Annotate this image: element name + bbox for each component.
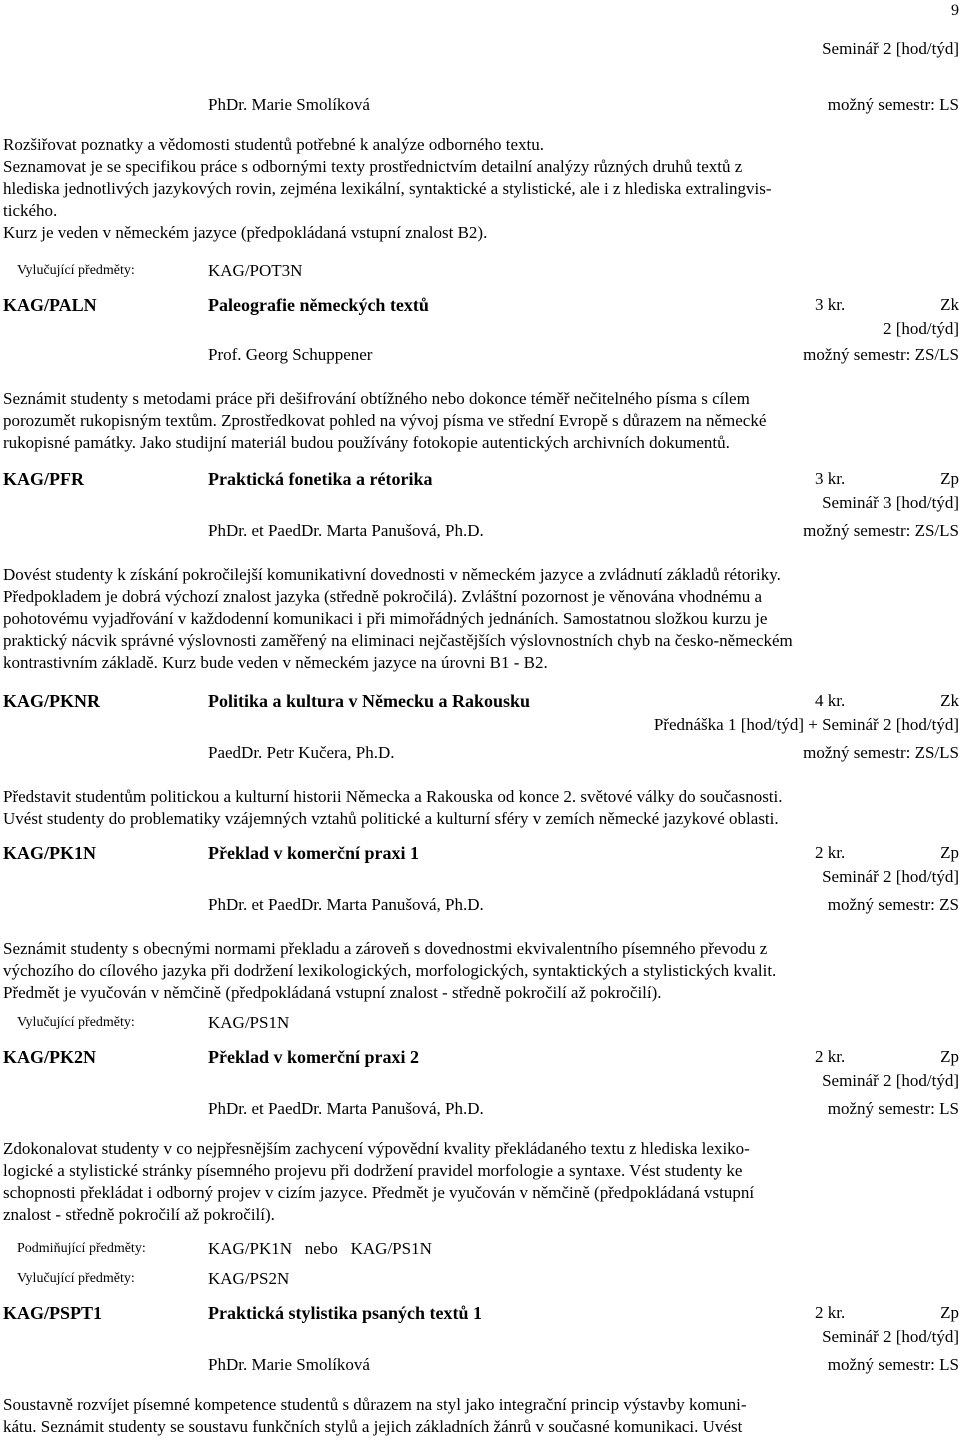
course-description	[3, 786, 959, 830]
course-semester: možný semestr: LS	[827, 1099, 959, 1118]
course-description	[3, 564, 959, 674]
course-description	[3, 134, 959, 244]
exclusion-label: Vylučující předměty:	[17, 1271, 135, 1286]
description-line: Seznámit studenty s metodami práce při dešifrování obtížného nebo dokonce téměř nečitelného písma s cílem	[3, 389, 750, 408]
description-line: Seznamovat je se specifikou práce s odbornými texty prostřednictvím detailní analýzy různých druhů textů z	[3, 157, 743, 176]
course-meta	[3, 294, 959, 316]
description-line: praktický nácvik správné výslovnosti zaměřený na eliminaci nejčastějších výslovnostních chyb na česko-německém	[3, 631, 793, 650]
course-hours: Seminář 2 [hod/týd]	[822, 1327, 959, 1346]
course-title: Praktická fonetika a rétorika	[208, 469, 433, 489]
description-line: Dovést studenty k získání pokročilejší komunikativní dovednosti v německém jazyce a zvládnutí základů rétoriky.	[3, 565, 781, 584]
course-teacher-row	[3, 742, 959, 764]
description-line: kontrastivním základě. Kurz bude veden v německém jazyce na úrovni B1 - B2.	[3, 653, 548, 672]
course-hours: Seminář 2 [hod/týd]	[822, 867, 959, 886]
course-title: Překlad v komerční praxi 1	[208, 843, 419, 863]
course-teacher: PaedDr. Petr Kučera, Ph.D.	[208, 743, 395, 762]
description-line: schopnosti překládat i odborný projev v cizím jazyce. Předmět je vyučován v němčině (předpokládaná vstupní	[3, 1183, 755, 1202]
course-semester: možný semestr: ZS/LS	[803, 521, 959, 540]
course-teacher: PhDr. et PaedDr. Marta Panušová, Ph.D.	[208, 895, 484, 914]
course-hours-row	[3, 1326, 959, 1348]
description-line: Kurz je veden v německém jazyce (předpokládaná vstupní znalost B2).	[3, 223, 488, 242]
course-title: Překlad v komerční praxi 2	[208, 1047, 419, 1067]
course-hours: Seminář 3 [hod/týd]	[822, 493, 959, 512]
course-description	[3, 388, 959, 454]
course-hours-row	[3, 492, 959, 514]
exclusion-value: KAG/PS2N	[208, 1269, 290, 1288]
course-meta	[3, 690, 959, 712]
course-teacher-row	[3, 894, 959, 916]
course-hours: Seminář 2 [hod/týd]	[822, 1071, 959, 1090]
course-meta	[3, 1046, 959, 1068]
course-code: KAG/PSPT1	[3, 1303, 103, 1323]
course-code: KAG/PK1N	[3, 843, 96, 863]
description-line: Předmět je vyučován v němčině (předpokládaná vstupní znalost - středně pokročilí až pokročilí).	[3, 983, 662, 1002]
course-credits: 2 kr.	[815, 1303, 846, 1322]
page-number: 9	[951, 2, 959, 19]
intro-hours-row	[3, 38, 959, 60]
course-teacher-row	[3, 344, 959, 366]
course-description	[3, 938, 959, 1004]
course-kind: Zp	[940, 843, 959, 862]
exclusion-row	[3, 1012, 959, 1034]
course-kind: Zk	[940, 295, 959, 314]
description-line: Seznámit studenty s obecnými normami překladu a zároveň s dovednostmi ekvivalentního písemného převodu z	[3, 939, 768, 958]
exclusion-row	[3, 1268, 959, 1290]
course-kind: Zk	[940, 691, 959, 710]
course-title: Paleografie německých textů	[208, 295, 429, 315]
course-kind: Zp	[940, 1047, 959, 1066]
description-line: Rozšiřovat poznatky a vědomosti studentů potřebné k analýze odborného textu.	[3, 135, 545, 154]
exclusion-value: KAG/POT3N	[208, 261, 303, 280]
course-semester: možný semestr: LS	[827, 95, 959, 114]
description-line: porozumět rukopisným textům. Zprostředkovat pohled na vývoj písma ve střední Evropě s důrazem na německé	[3, 411, 767, 430]
prerequisite-value: KAG/PK1N nebo KAG/PS1N	[208, 1239, 432, 1258]
description-line: kátu. Seznámit studenty se soustavu funkčních stylů a jejich základních žánrů v současné komunikaci. Uvést	[3, 1417, 743, 1436]
course-meta	[3, 842, 959, 864]
description-line: hlediska jednotlivých jazykových rovin, zejména lexikální, syntaktické a stylistické, ale i z hlediska extralingvis-	[3, 179, 772, 198]
course-teacher: PhDr. Marie Smolíková	[208, 1355, 370, 1374]
course-credits: 3 kr.	[815, 469, 846, 488]
course-teacher: PhDr. et PaedDr. Marta Panušová, Ph.D.	[208, 521, 484, 540]
course-description	[3, 1138, 959, 1226]
course-kind: Zp	[940, 1303, 959, 1322]
exclusion-row	[3, 260, 959, 282]
course-hours: 2 [hod/týd]	[882, 319, 959, 338]
description-line: pohotovému vyjadřování v každodenní komunikaci i při mimořádných jednáních. Samostatnou složkou kurzu je	[3, 609, 768, 628]
course-kind: Zp	[940, 469, 959, 488]
course-semester: možný semestr: ZS	[827, 895, 959, 914]
course-teacher-row	[3, 520, 959, 542]
course-hours-row	[3, 318, 959, 340]
prerequisite-row	[3, 1238, 959, 1260]
description-line: Představit studentům politickou a kulturní historii Německa a Rakouska od konce 2. světové války do současnosti.	[3, 787, 783, 806]
course-teacher: PhDr. Marie Smolíková	[208, 95, 370, 114]
course-credits: 3 kr.	[815, 295, 846, 314]
course-semester: možný semestr: LS	[827, 1355, 959, 1374]
course-teacher: PhDr. et PaedDr. Marta Panušová, Ph.D.	[208, 1099, 484, 1118]
course-teacher-row	[3, 1354, 959, 1376]
course-semester: možný semestr: ZS/LS	[803, 743, 959, 762]
description-line: výchozího do cílového jazyka při dodržení lexikologických, morfologických, syntaktických a stylistických kvalit.	[3, 961, 777, 980]
course-title: Praktická stylistika psaných textů 1	[208, 1303, 483, 1323]
course-code: KAG/PFR	[3, 469, 84, 489]
course-hours-row	[3, 866, 959, 888]
course-hours: Přednáška 1 [hod/týd] + Seminář 2 [hod/týd]	[653, 715, 959, 734]
description-line: znalost - středně pokročilí až pokročilí).	[3, 1205, 275, 1224]
course-hours-row	[3, 1070, 959, 1092]
description-line: Soustavně rozvíjet písemné kompetence studentů s důrazem na styl jako integrační princip výstavby komuni-	[3, 1395, 747, 1414]
course-credits: 2 kr.	[815, 1047, 846, 1066]
course-hours: Seminář 2 [hod/týd]	[822, 39, 959, 58]
description-line: tického.	[3, 201, 58, 220]
course-credits: 2 kr.	[815, 843, 846, 862]
prerequisite-label: Podmiňující předměty:	[17, 1241, 146, 1256]
description-line: Uvést studenty do problematiky vzájemných vztahů politické a kulturní sféry v zemích německé jazykové oblasti.	[3, 809, 779, 828]
exclusion-value: KAG/PS1N	[208, 1013, 290, 1032]
description-line: rukopisné památky. Jako studijní materiál budou používány fotokopie autentických archivních dokumentů.	[3, 433, 730, 452]
course-code: KAG/PKNR	[3, 691, 100, 711]
course-credits: 4 kr.	[815, 691, 846, 710]
course-description	[3, 1394, 959, 1438]
course-semester: možný semestr: ZS/LS	[803, 345, 959, 364]
exclusion-label: Vylučující předměty:	[17, 263, 135, 278]
course-code: KAG/PK2N	[3, 1047, 96, 1067]
course-hours-row	[3, 714, 959, 736]
course-teacher: Prof. Georg Schuppener	[208, 345, 373, 364]
course-teacher-row	[3, 1098, 959, 1120]
exclusion-label: Vylučující předměty:	[17, 1015, 135, 1030]
intro-teacher-row	[3, 94, 959, 116]
description-line: logické a stylistické stránky písemného projevu při dodržení pravidel morfologie a syntaxe. Vést studenty ke	[3, 1161, 743, 1180]
description-line: Předpokladem je dobrá výchozí znalost jazyka (středně pokročilá). Zvláštní pozornost je věnována vhodnému a	[3, 587, 763, 606]
description-line: Zdokonalovat studenty v co nejpřesnějším zachycení výpovědní kvality překládaného textu z hlediska lexiko-	[3, 1139, 750, 1158]
course-code: KAG/PALN	[3, 295, 97, 315]
course-title: Politika a kultura v Německu a Rakousku	[208, 691, 531, 711]
course-meta	[3, 1302, 959, 1324]
course-meta	[3, 468, 959, 490]
